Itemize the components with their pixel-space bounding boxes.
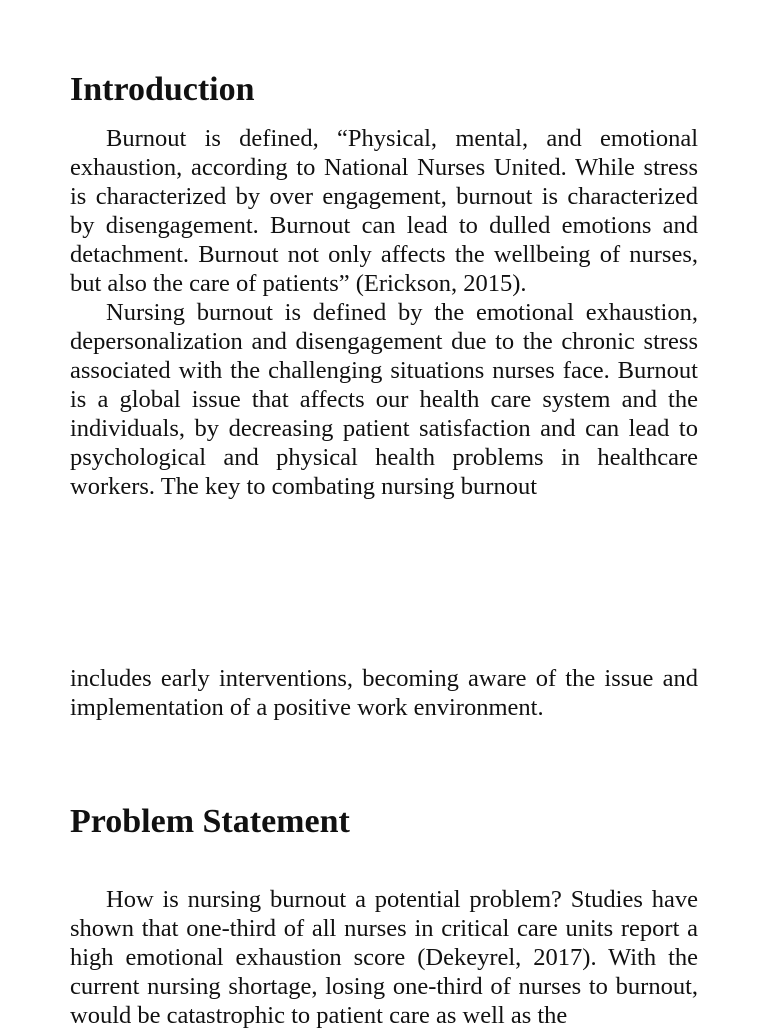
introduction-heading: Introduction xyxy=(70,71,255,108)
problem-statement-paragraph-1: How is nursing burnout a potential problem? Studies have shown that one-third of all nurses in critical care units report a high emotional exhaustion score (Dekeyrel, 2017). With the current nursing shortage, losing one-third of nurses to burnout, would be catastrophic to patient care as well as the xyxy=(70,886,698,1029)
problem-statement-heading: Problem Statement xyxy=(70,803,350,840)
introduction-paragraph-2: Nursing burnout is defined by the emotional exhaustion, depersonalization and disengagement due to the chronic stress associated with the challenging situations nurses face. Burnout is a global issue that affects our health care system and the individuals, by decreasing patient satisfaction and can lead to psychological and physical health problems in healthcare workers. The key to combating nursing burnout xyxy=(70,299,698,500)
introduction-paragraph-1: Burnout is defined, “Physical, mental, and emotional exhaustion, according to National Nurses United. While stress is characterized by over engagement, burnout is characterized by disengagement. Burnout can lead to dulled emotions and detachment. Burnout not only affects the wellbeing of nurses, but also the care of patients” (Erickson, 2015). xyxy=(70,125,698,297)
introduction-paragraph-2-continued: includes early interventions, becoming aware of the issue and implementation of a positive work environment. xyxy=(70,665,698,721)
